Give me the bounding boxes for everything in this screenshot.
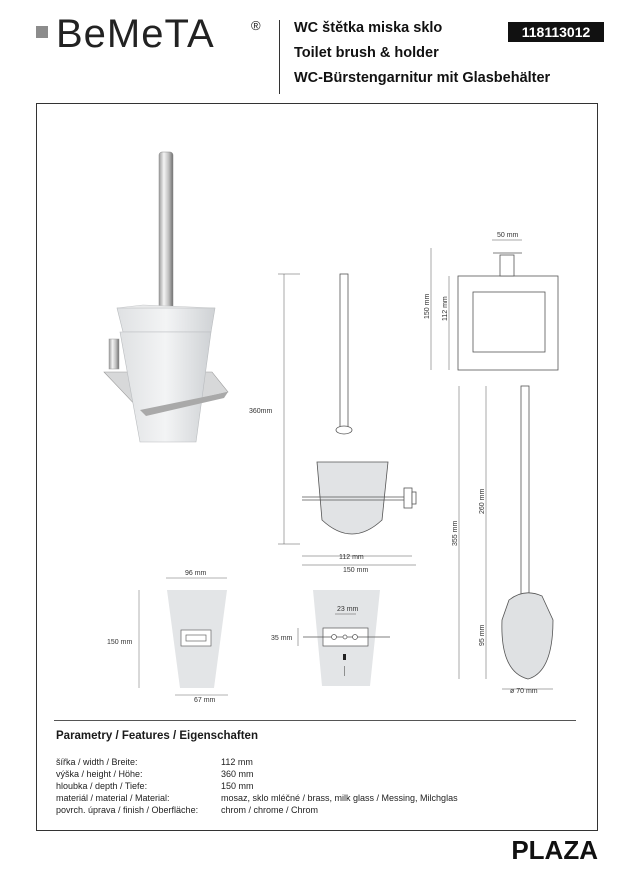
glass-front-view [139, 578, 228, 695]
brush-side-view [459, 386, 553, 689]
registered-mark: ® [251, 18, 261, 33]
dim-width-96: 96 mm [185, 570, 207, 577]
dim-height-150-vertical: 150 mm [424, 293, 431, 319]
feature-label: povrch. úprava / finish / Oberfläche: [56, 805, 199, 815]
title-english: Toilet brush & holder [294, 45, 439, 61]
product-code: 118113012 [508, 22, 604, 42]
dim-height-260: 260 mm [479, 488, 486, 514]
top-view-drawing [431, 240, 558, 370]
technical-drawing [36, 103, 598, 713]
feature-label: hloubka / depth / Tiefe: [56, 781, 148, 791]
feature-label: výška / height / Höhe: [56, 769, 143, 779]
feature-value: 112 mm [221, 757, 253, 767]
feature-value: mosaz, sklo mléčné / brass, milk glass / Messing, Milchglas [221, 793, 458, 803]
features-heading: Parametry / Features / Eigenschaften [56, 730, 258, 742]
brand-logo: BeMeTA [56, 12, 215, 56]
dim-height-35: 35 mm [271, 635, 293, 642]
feature-label: šířka / width / Breite: [56, 757, 138, 767]
dim-width-50: 50 mm [497, 232, 519, 239]
header-divider [279, 20, 280, 94]
feature-label: materiál / material / Material: [56, 793, 170, 803]
dim-width-112: 112 mm [339, 554, 364, 561]
dim-width-150: 150 mm [343, 567, 369, 574]
dim-height-355: 355 mm [452, 520, 459, 546]
dim-height-112-vertical: 112 mm [442, 296, 449, 321]
series-name: PLAZA [511, 835, 598, 865]
title-german: WC-Bürstengarnitur mit Glasbehälter [294, 70, 551, 86]
product-photo [104, 152, 228, 442]
front-view-drawing [278, 274, 416, 565]
features-divider [54, 720, 576, 721]
dim-height-95: 95 mm [479, 624, 486, 646]
dim-height-150: 150 mm [107, 639, 133, 646]
dim-width-23: 23 mm [337, 606, 359, 613]
dim-diameter-70: ø 70 mm [510, 688, 538, 695]
title-czech: WC štětka miska sklo [294, 20, 443, 36]
dim-height-360: 360mm [249, 408, 273, 415]
bracket-front-view [298, 590, 390, 686]
feature-value: 360 mm [221, 769, 254, 779]
feature-value: chrom / chrome / Chrom [221, 805, 319, 815]
feature-value: 150 mm [221, 781, 254, 791]
dim-width-67: 67 mm [194, 697, 216, 704]
logo-square [36, 26, 48, 38]
